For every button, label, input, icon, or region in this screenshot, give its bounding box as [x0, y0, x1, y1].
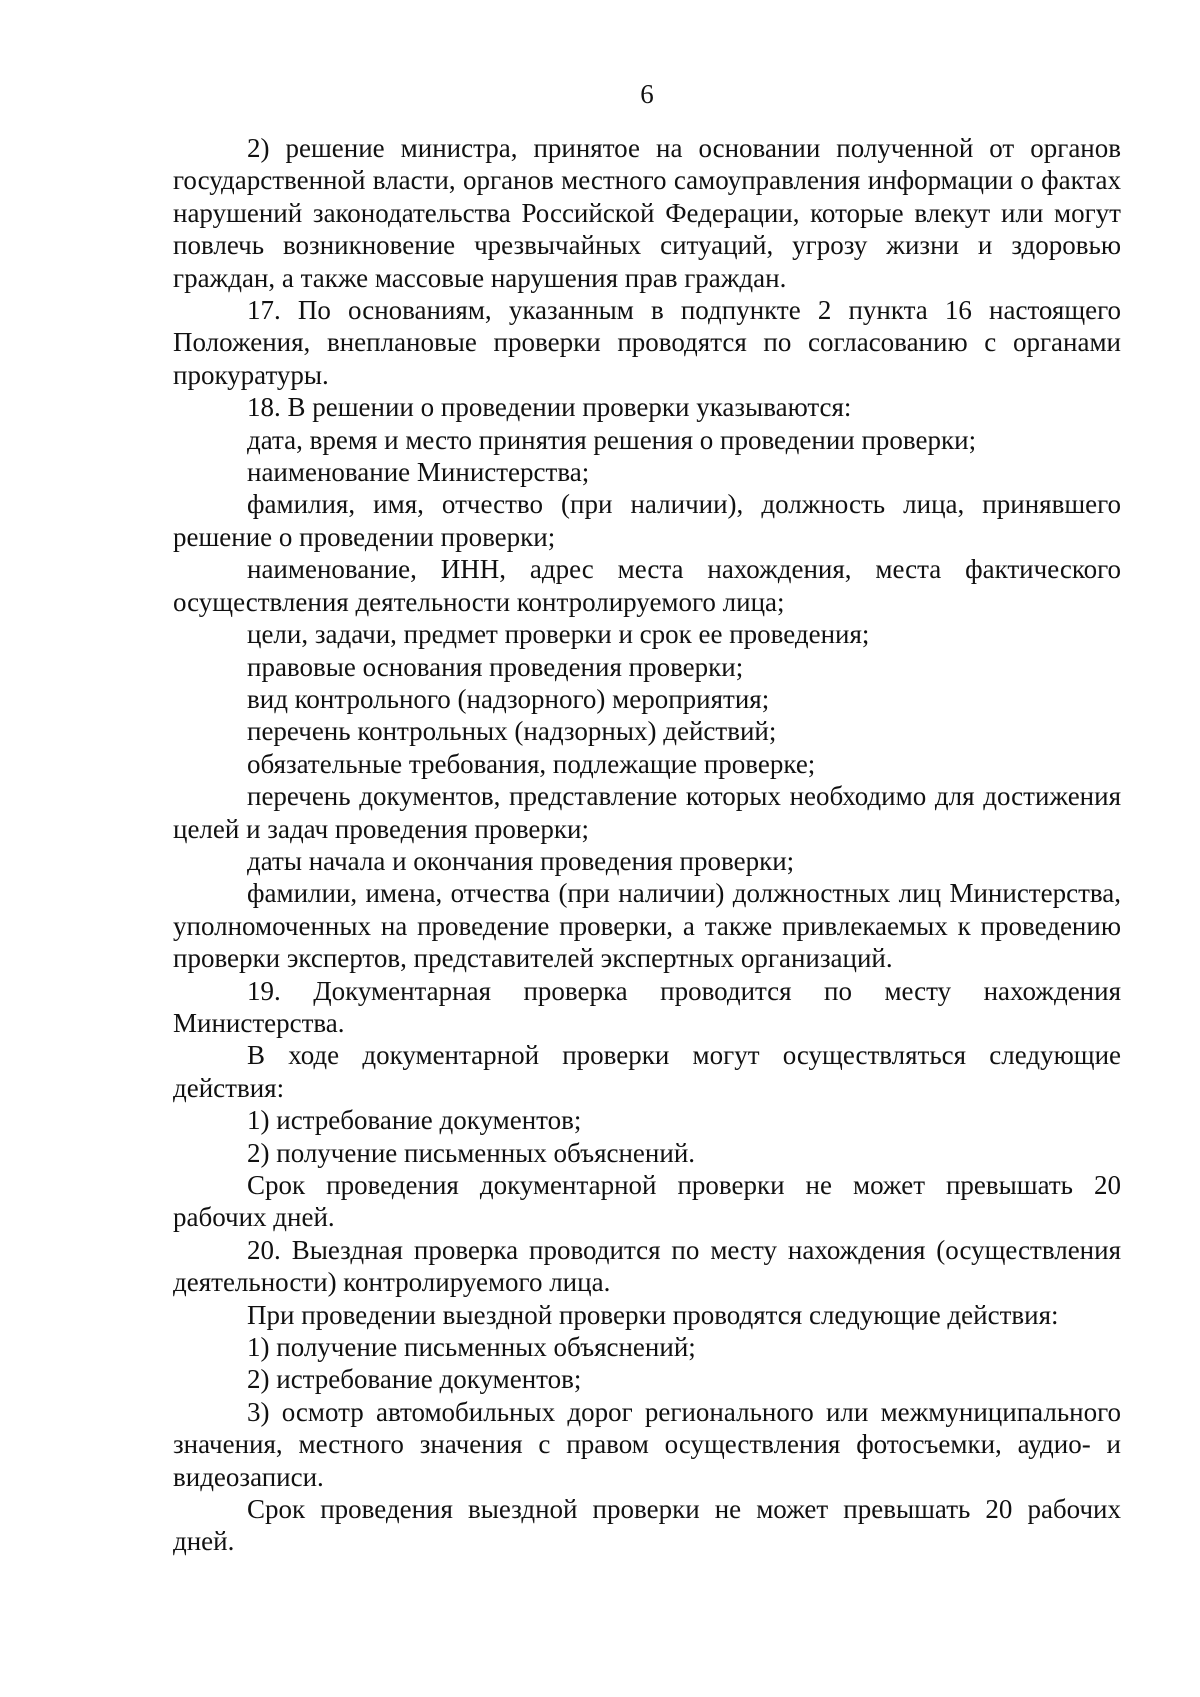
document-page: [173, 78, 1121, 1558]
paragraph-20: 20. Выездная проверка проводится по месту нахождения (осуществления деятельности) контролируемого лица.: [173, 1234, 1121, 1298]
list-item: 2) истребование документов;: [247, 1364, 582, 1395]
list-item: обязательные требования, подлежащие проверке;: [247, 748, 816, 779]
paragraph-documentary-term: Срок проведения документарной проверки не может превышать 20 рабочих дней.: [173, 1170, 1121, 1233]
list-item: фамилии, имена, отчества (при наличии) должностных лиц Министерства, уполномоченных на проведение проверки, а также привлекаемых к проведению проверки экспертов, представителей экспертных организаций.: [173, 878, 1121, 974]
list-item: 1) истребование документов;: [247, 1105, 582, 1136]
paragraph-17: 17. По основаниям, указанным в подпункте 2 пункта 16 настоящего Положения, внеплановые проверки проводятся по согласованию с органами прокуратуры.: [173, 295, 1121, 390]
list-item: 3) осмотр автомобильных дорог регионального или межмуниципального значения, местного значения с правом осуществления фотосъемки, аудио- и видеозаписи.: [173, 1396, 1121, 1492]
list-item: правовые основания проведения проверки;: [247, 651, 744, 682]
paragraph-19: 19. Документарная проверка проводится по месту нахождения Министерства.: [173, 975, 1121, 1038]
paragraph-decision-minister: 2) решение министра, принятое на основании полученной от органов государственной власти, органов местного самоуправления информации о фактах нарушений законодательства Российской Федерации, которые влекут или могут повлечь возникновение чрезвычайных ситуаций, угрозу жизни и здоровью граждан, а также массовые нарушения прав граждан.: [173, 133, 1121, 293]
list-item: перечень контрольных (надзорных) действий;: [247, 716, 777, 747]
list-item: цели, задачи, предмет проверки и срок ее проведения;: [247, 619, 870, 650]
paragraph-18: 18. В решении о проведении проверки указываются:: [247, 392, 852, 423]
list-item: 2) получение письменных объяснений.: [247, 1137, 696, 1168]
list-item: дата, время и место принятия решения о проведении проверки;: [247, 424, 977, 455]
paragraph-documentary-actions: В ходе документарной проверки могут осуществляться следующие действия:: [173, 1040, 1121, 1103]
list-item: наименование, ИНН, адрес места нахождения, места фактического осуществления деятельности контролируемого лица;: [173, 554, 1121, 617]
paragraph-onsite-actions: При проведении выездной проверки проводятся следующие действия:: [247, 1299, 1059, 1330]
list-item: наименование Министерства;: [247, 457, 590, 488]
list-item: фамилия, имя, отчество (при наличии), должность лица, принявшего решение о проведении проверки;: [173, 489, 1121, 552]
list-item: 1) получение письменных объяснений;: [247, 1332, 696, 1363]
list-item: перечень документов, представление которых необходимо для достижения целей и задач проведения проверки;: [173, 781, 1121, 844]
list-item: вид контрольного (надзорного) мероприятия;: [247, 683, 770, 714]
page-number: 6: [640, 79, 654, 109]
paragraph-onsite-term: Срок проведения выездной проверки не может превышать 20 рабочих дней.: [173, 1494, 1121, 1557]
list-item: даты начала и окончания проведения проверки;: [247, 845, 795, 876]
